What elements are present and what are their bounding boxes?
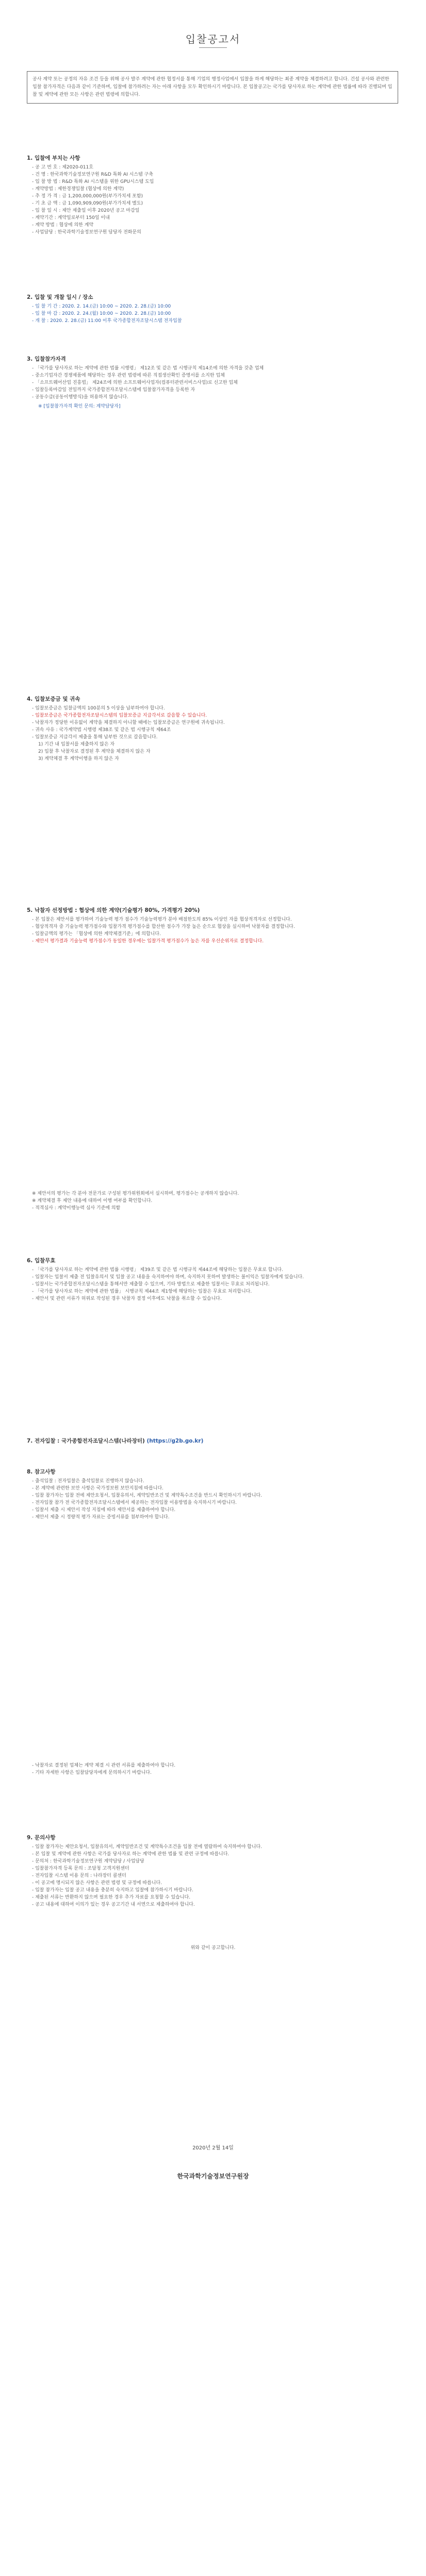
section-4-heading: 4. 입찰보증금 및 귀속 (27, 696, 80, 702)
section-3-line: - 중소기업자간 경쟁제품에 해당하는 경우 관련 법령에 따른 직접생산확인 증명서를 소지한 업체 (32, 373, 225, 378)
section-4-line: 3) 계약체결 후 계약이행을 하지 않은 자 (38, 756, 119, 761)
section-3-highlight: ※ [입찰참가자격 확인 문의: 계약담당자] (38, 404, 121, 409)
section-9-line: - 제출된 서류는 반환하지 않으며 필요한 경우 추가 자료를 요청할 수 있습니다. (32, 1895, 191, 1900)
section-4-line: - 입찰보증금은 입찰금액의 100분의 5 이상을 납부하여야 합니다. (32, 706, 165, 711)
section-5-note: ※ 제안서의 평가는 각 분야 전문가로 구성된 평가위원회에서 실시하며, 평가점수는 공개하지 않습니다. (32, 1191, 239, 1196)
section-5-heading: 5. 낙찰자 선정방법 : 협상에 의한 계약(기술평가 80%, 가격평가 20%) (27, 907, 200, 913)
section-2-line: - 개 찰 : 2020. 2. 28.(금) 11:00 이후 국가종합전자조달시스템 전자입찰 (32, 318, 182, 324)
section-1-line: - 입 찰 방 법 : R&D 특화 AI 시스템을 위한 GPU시스템 도입 (32, 179, 154, 184)
section-4-line: - 입찰보증금 지급각서 제출을 통해 납부한 것으로 갈음합니다. (32, 735, 158, 740)
section-6-line: - 「국가를 당사자로 하는 계약에 관한 법률」 시행규칙 제44조 제1항에 해당하는 입찰은 무효로 처리합니다. (32, 1289, 252, 1294)
announcement-date: 2020년 2월 14일 (192, 2145, 234, 2151)
section-3-heading: 3. 입찰참가자격 (27, 356, 66, 362)
section-4-line: 1) 기간 내 입찰서를 제출하지 않은 자 (38, 742, 115, 747)
section-1-line: - 사업담당 : 한국과학기술정보연구원 담당자 전화문의 (32, 230, 141, 235)
section-4 (27, 696, 399, 762)
section-2 (27, 294, 399, 325)
section-2-line: - 입 찰 기 간 : 2020. 2. 14.(금) 10:00 ~ 2020. 2. 28.(금) 10:00 (32, 304, 171, 309)
section-5-note: - 적격심사 : 계약이행능력 심사 기준에 의함 (32, 1206, 121, 1211)
section-8-line: - 본 계약에 관련한 보안 사항은 국가정보원 보안지침에 따릅니다. (32, 1486, 164, 1491)
page-title: 입찰공고서 (185, 33, 241, 45)
section-9-line: - 입찰 참가자는 제안요청서, 입찰유의서, 계약일반조건 및 계약특수조건을 입찰 전에 열람하여 숙지하여야 합니다. (32, 1844, 263, 1850)
section-1-line: - 기 초 금 액 : 금 1,090,909,090원(부가가치세 별도) (32, 201, 143, 206)
section-7-heading (27, 1437, 399, 1445)
section-1-heading: 1. 입찰에 부치는 사항 (27, 155, 80, 161)
title-underline (199, 47, 227, 48)
section-1-line: - 계약방법 : 제한경쟁입찰 (협상에 의한 계약) (32, 187, 124, 192)
section-5-note: ※ 계약체결 후 제안 내용에 대하여 이행 여부를 확인합니다. (32, 1198, 153, 1204)
section-2-line: - 입 찰 마 감 : 2020. 2. 24.(월) 10:00 ~ 2020. 2. 28.(금) 10:00 (32, 311, 171, 316)
section-4-line: - 낙찰자가 정당한 이유없이 계약을 체결하지 아니할 때에는 입찰보증금은 연구원에 귀속됩니다. (32, 720, 225, 725)
section-8-note: - 기타 자세한 사항은 입찰담당자에게 문의하시기 바랍니다. (32, 1770, 152, 1775)
section-6-heading: 6. 입찰무효 (27, 1258, 56, 1264)
section-5-line: - 본 입찰은 제안서를 평가하여 기술능력 평가 점수가 기술능력평가 분야 배점한도의 85% 이상인 자를 협상적격자로 선정합니다. (32, 917, 292, 922)
section-5-line: - 협상적격자 중 기술능력 평가점수와 입찰가격 평가점수를 합산한 점수가 가장 높은 순으로 협상을 실시하여 낙찰자를 결정합니다. (32, 924, 295, 929)
section-8-note: - 낙찰자로 결정된 업체는 계약 체결 시 관련 서류를 제출하여야 합니다. (32, 1763, 176, 1768)
section-4-line: 2) 입찰 후 낙찰자로 결정된 후 계약을 체결하지 않은 자 (38, 749, 151, 754)
section-4-line: - 입찰보증금은 국가종합전자조달시스템의 입찰보증금 지급각서로 갈음할 수 있습니다. (32, 713, 207, 718)
section-1-line: - 공 고 번 호 : 제2020-011호 (32, 165, 93, 170)
section-8-heading: 8. 참고사항 (27, 1469, 56, 1475)
nara-link[interactable]: (https://g2b.go.kr) (146, 1438, 204, 1444)
section-1-line: - 추 정 가 격 : 금 1,200,000,000원(부가가치세 포함) (32, 194, 143, 199)
section-5 (27, 907, 399, 945)
closing-text: 위와 같이 공고합니다. (190, 1945, 236, 1951)
section-5-line: - 제안서 평가결과 기술능력 평가점수가 동일한 경우에는 입찰가격 평가점수가 높은 자를 우선순위자로 결정합니다. (32, 939, 264, 944)
section-1 (27, 155, 399, 236)
section-8-line: - 제안서 제출 시 정량적 평가 자료는 증빙서류를 첨부하여야 합니다. (32, 1515, 170, 1520)
section-8-line: - 입찰 참가자는 입찰 전에 제안요청서, 입찰유의서, 계약일반조건 및 계약특수조건을 반드시 확인하시기 바랍니다. (32, 1493, 263, 1498)
section-8-line: - 입찰서 제출 시 제안서 작성 지침에 따라 제안서를 제출하여야 합니다. (32, 1507, 176, 1513)
section-3-line: - 「국가를 당사자로 하는 계약에 관한 법률 시행령」 제12조 및 같은 법 시행규칙 제14조에 의한 자격을 갖춘 업체 (32, 366, 264, 371)
section-1-line: - 계약기간 : 계약일로부터 150일 이내 (32, 215, 110, 221)
section-9-line: - 문의처 : 한국과학기술정보연구원 계약담당 / 사업담당 (32, 1859, 144, 1864)
section-8-notes (27, 1762, 399, 1776)
section-2-heading: 2. 입찰 및 개찰 일시 / 장소 (27, 294, 93, 300)
section-6-line: - 제안서 및 관련 서류가 허위로 작성된 경우 낙찰자 결정 이후에도 낙찰을 취소할 수 있습니다. (32, 1296, 222, 1301)
section-9-line: - 입찰 참가자는 입찰 공고 내용을 충분히 숙지하고 입찰에 참가하시기 바랍니다. (32, 1888, 193, 1893)
section-7-title: 7. 전자입찰 : 국가종합전자조달시스템(나라장터) (27, 1438, 145, 1444)
section-3 (27, 355, 399, 410)
section-6-line: - 입찰서는 국가종합전자조달시스템을 통해서만 제출할 수 있으며, 기타 방법으로 제출한 입찰서는 무효로 처리됩니다. (32, 1282, 270, 1287)
section-1-line: - 건 명 : 한국과학기술정보연구원 R&D 특화 AI 시스템 구축 (32, 172, 153, 177)
section-3-line: - 「소프트웨어산업 진흥법」 제24조에 의한 소프트웨어사업자(컴퓨터관련서비스사업)로 신고한 업체 (32, 380, 238, 385)
issuer-signature: 한국과학기술정보연구원장 (177, 2173, 249, 2180)
section-4-line: - 귀속 사유 : 국가계약법 시행령 제38조 및 같은 법 시행규칙 제64조 (32, 727, 171, 733)
section-3-line: - 입찰등록마감일 전일까지 국가종합전자조달시스템에 입찰참가자격을 등록한 자 (32, 387, 195, 393)
section-1-line: - 입 찰 일 시 : 제안 제출일 이후 2020년 공고 마감일 (32, 208, 140, 213)
section-6 (27, 1257, 399, 1302)
section-6-line: - 「국가를 당사자로 하는 계약에 관한 법률 시행령」 제39조 및 같은 법 시행규칙 제44조에 해당하는 입찰은 무효로 합니다. (32, 1267, 283, 1273)
section-8-line: - 전자입찰 참가 전 국가종합전자조달시스템에서 제공하는 전자입찰 이용방법을 숙지하시기 바랍니다. (32, 1500, 237, 1505)
section-5-line: - 입찰금액의 평가는 「협상에 의한 계약체결기준」에 의합니다. (32, 931, 161, 937)
section-9-line: - 입찰참가자격 등록 문의 : 조달청 고객지원센터 (32, 1866, 129, 1871)
section-9-heading: 9. 문의사항 (27, 1835, 56, 1841)
section-8-line: - 출석입찰 : 전자입찰은 출석입찰로 진행하지 않습니다. (32, 1479, 144, 1484)
section-8 (27, 1468, 399, 1521)
section-1-line: - 계약 방법 : 협상에 의한 계약 (32, 223, 94, 228)
section-5-notes (27, 1190, 399, 1212)
section-3-line: - 공동수급(공동이행방식)을 허용하지 않습니다. (32, 395, 128, 400)
section-9-line: - 공고 내용에 대하여 이의가 있는 경우 공고기간 내 서면으로 제출하여야 합니다. (32, 1902, 195, 1907)
notice-box: 공사 계약 또는 공정의 자유 조건 등을 위해 공사 발주 계약에 관한 협정서를 통해 기업의 행정사업에서 입찰을 하게 해당하는 최종 계약을 체결하려고 합니다. 건설 공사와 관련한 입찰 참가자격은 다음과 같이 기준하며, 입찰에 참가하려는 자는 아래 사항을 모두 확인하시기 바랍니다. 본 입찰공고는 국가를 당사자로 하는 계약에 관한 법률에 따라 진행되며 입찰 및 계약에 관한 모든 사항은 관련 법령에 의합니다. (27, 71, 398, 104)
section-9-line: - 전자입찰 시스템 이용 문의 : 나라장터 콜센터 (32, 1873, 126, 1878)
section-6-line: - 입찰자는 입찰서 제출 전 입찰유의서 및 입찰 공고 내용을 숙지하여야 하며, 숙지하지 못하여 발생하는 불이익은 입찰자에게 있습니다. (32, 1275, 304, 1280)
section-9-line: - 본 입찰 및 계약에 관한 사항은 국가를 당사자로 하는 계약에 관한 법률 및 관련 규정에 따릅니다. (32, 1852, 230, 1857)
section-9-line: - 이 공고에 명시되지 않은 사항은 관련 법령 및 규정에 따릅니다. (32, 1880, 162, 1886)
section-7 (27, 1437, 399, 1447)
section-9 (27, 1834, 399, 1952)
